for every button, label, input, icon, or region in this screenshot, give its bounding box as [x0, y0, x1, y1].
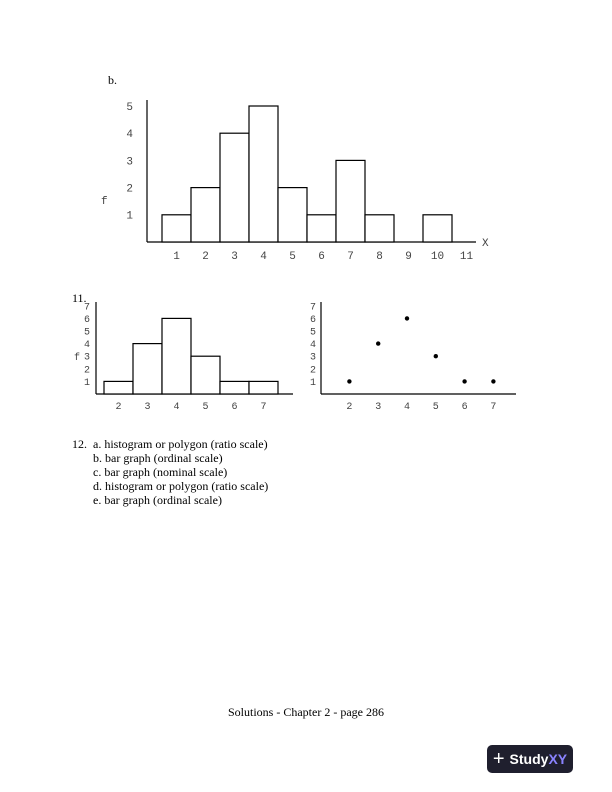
problem-b-label: b. — [108, 73, 117, 87]
x-tick-label: 2 — [202, 251, 209, 263]
point-6 — [462, 379, 466, 383]
y-tick-label: 1 — [126, 210, 133, 223]
y-tick-label: 5 — [126, 101, 133, 114]
x-tick-label: 10 — [430, 251, 445, 263]
y-tick-label: 3 — [126, 156, 133, 169]
answer-c: c. bar graph (nominal scale) — [93, 465, 228, 479]
answer-row — [72, 465, 268, 479]
point-3 — [376, 341, 380, 345]
answer-row — [72, 437, 268, 451]
answer-row — [72, 493, 268, 507]
x-tick-label: 8 — [376, 251, 383, 263]
y-tick-label: 1 — [83, 377, 90, 389]
x-tick-label: 6 — [461, 402, 468, 413]
x-tick-label: 2 — [346, 402, 353, 413]
answer-b: b. bar graph (ordinal scale) — [93, 451, 223, 465]
x-tick-label: 7 — [347, 251, 354, 263]
x-tick-label: 3 — [231, 251, 238, 263]
answer-row — [72, 451, 268, 465]
x-tick-label: 2 — [115, 402, 122, 413]
brand-word-xy: XY — [548, 751, 568, 767]
point-2 — [347, 379, 351, 383]
axis-label-f: f — [74, 353, 81, 364]
y-tick-label: 6 — [83, 314, 90, 326]
x-tick-label: 5 — [432, 402, 439, 413]
answer-d: d. histogram or polygon (ratio scale) — [93, 479, 269, 493]
x-tick-label: 3 — [375, 402, 382, 413]
x-tick-label: 4 — [173, 402, 180, 413]
plus-icon: + — [492, 748, 505, 770]
point-4 — [405, 316, 409, 320]
question-12 — [72, 437, 268, 507]
y-tick-label: 4 — [126, 129, 133, 142]
x-tick-label: 5 — [202, 402, 209, 413]
brand-word-study: Study — [509, 751, 549, 767]
x-tick-label: 7 — [260, 402, 267, 413]
y-tick-label: 6 — [309, 314, 316, 326]
y-tick-label: 4 — [309, 340, 316, 352]
y-tick-label: 3 — [83, 352, 90, 364]
y-tick-label: 4 — [83, 340, 90, 352]
y-tick-label: 1 — [309, 377, 316, 389]
x-tick-label: 3 — [144, 402, 151, 413]
answer-e: e. bar graph (ordinal scale) — [93, 493, 222, 507]
answer-row — [72, 479, 268, 493]
x-tick-label: 4 — [260, 251, 267, 263]
x-tick-label: 1 — [173, 251, 180, 263]
axis-label-f: f — [101, 196, 108, 208]
x-tick-label: 4 — [403, 402, 411, 413]
brand-name — [510, 751, 568, 767]
point-7 — [491, 379, 495, 383]
y-tick-label: 7 — [83, 302, 90, 314]
y-tick-label: 2 — [126, 183, 133, 196]
y-tick-label: 2 — [309, 365, 316, 377]
point-5 — [434, 354, 438, 358]
question-number: 12. — [72, 437, 87, 451]
studyxy-badge[interactable] — [487, 745, 573, 773]
problem-11-label: 11. — [72, 291, 87, 305]
x-tick-label: 6 — [231, 402, 238, 413]
x-tick-label: 9 — [405, 251, 412, 263]
y-tick-label: 2 — [83, 365, 90, 377]
y-tick-label: 3 — [309, 352, 316, 364]
x-tick-label: 11 — [459, 251, 474, 263]
y-tick-label: 5 — [83, 327, 90, 339]
page-footer: Solutions - Chapter 2 - page 286 — [228, 705, 384, 719]
x-tick-label: 6 — [318, 251, 325, 263]
y-tick-label: 7 — [309, 302, 316, 314]
axis-label-x: X — [482, 238, 489, 250]
x-tick-label: 7 — [490, 402, 497, 413]
y-tick-label: 5 — [309, 327, 316, 339]
answer-a: a. histogram or polygon (ratio scale) — [93, 437, 268, 451]
x-tick-label: 5 — [289, 251, 296, 263]
